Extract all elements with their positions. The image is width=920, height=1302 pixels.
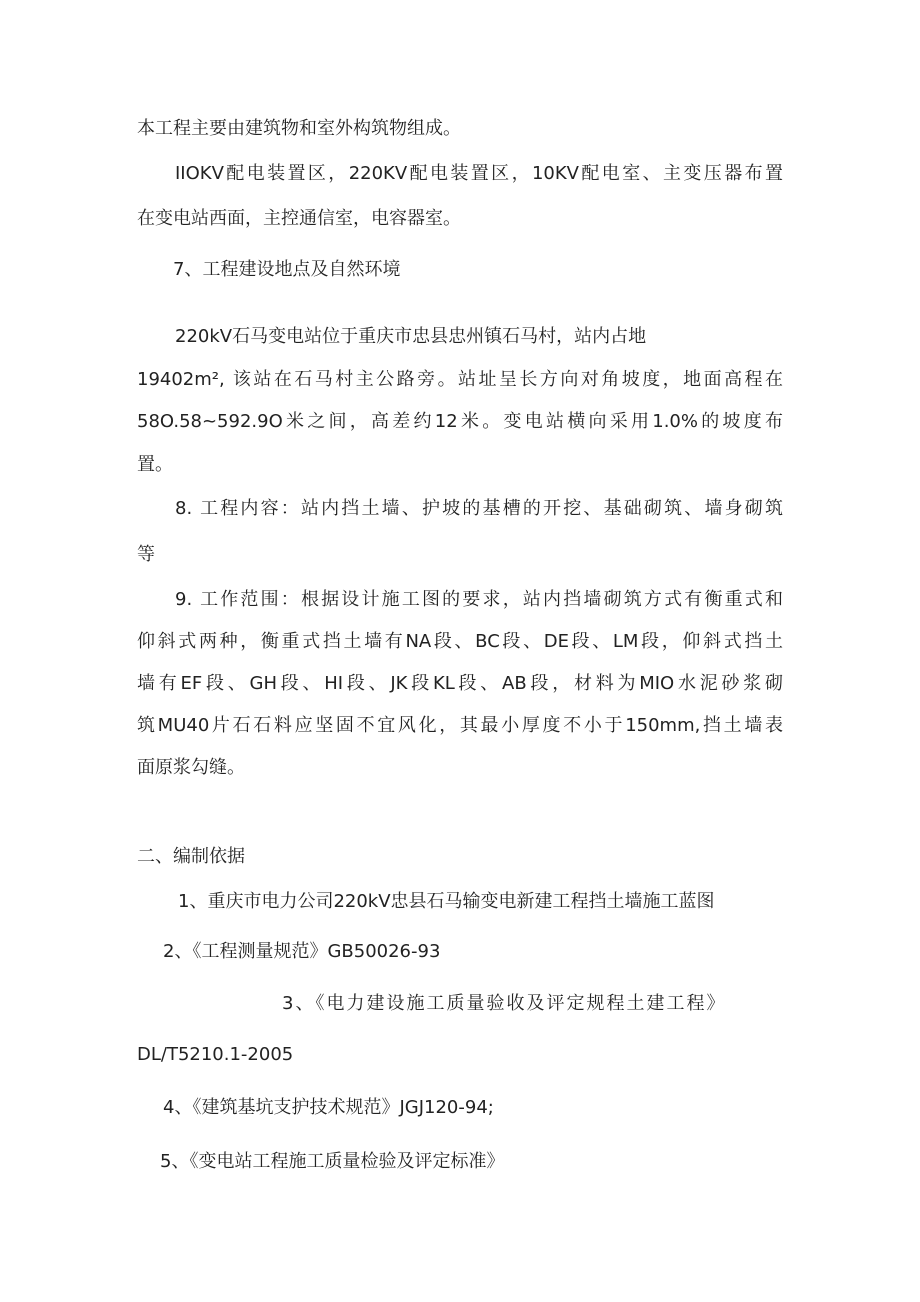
- item-9-line-2: 仰斜式两种，衡重式挡土墙有NA段、BC段、DE段、LM段，仰斜式挡土: [137, 631, 783, 652]
- paragraph-location-line-2: 19402m², 该站在石马村主公路旁。站址呈长方向对角坡度，地面高程在: [137, 369, 783, 390]
- item-8-line-2: 等: [137, 544, 155, 565]
- basis-item-4: 4、《建筑基坑支护技术规范》JGJ120-94;: [163, 1097, 494, 1118]
- item-8-line-1: 8. 工程内容：站内挡土墙、护坡的基槽的开挖、基础砌筑、墙身砌筑: [175, 498, 783, 519]
- basis-item-2: 2、《工程测量规范》GB50026-93: [163, 941, 441, 962]
- item-7-heading: 7、工程建设地点及自然环境: [173, 259, 401, 280]
- item-9-line-3: 墙有EF段、GH段、HI段、JK段KL段、AB段，材料为MIO水泥砂浆砌: [137, 673, 783, 694]
- paragraph-layout-line-1: IIOKV配电装置区，220KV配电装置区，10KV配电室、主变压器布置: [175, 163, 783, 184]
- item-9-line-5: 面原浆勾缝。: [137, 757, 245, 778]
- item-9-line-4: 筑MU40片石石料应坚固不宜风化，其最小厚度不小于150mm,挡土墙表: [137, 715, 783, 736]
- paragraph-location-line-1: 220kV石马变电站位于重庆市忠县忠州镇石马村，站内占地: [175, 326, 647, 347]
- basis-item-3-line-2: DL/T5210.1-2005: [137, 1044, 294, 1065]
- paragraph-layout-line-2: 在变电站西面，主控通信室，电容器室。: [137, 208, 461, 229]
- basis-item-3-line-1: 3、《电力建设施工质量验收及评定规程土建工程》: [282, 993, 727, 1014]
- basis-item-5: 5、《变电站工程施工质量检验及评定标准》: [160, 1151, 505, 1172]
- paragraph-location-line-3: 58O.58~592.9O米之间，高差约12米。变电站横向采用1.0%的坡度布: [137, 411, 783, 432]
- paragraph-intro: 本工程主要由建筑物和室外构筑物组成。: [137, 118, 461, 139]
- section-2-heading: 二、编制依据: [137, 846, 245, 867]
- item-9-line-1: 9. 工作范围：根据设计施工图的要求，站内挡墙砌筑方式有衡重式和: [175, 589, 783, 610]
- paragraph-location-line-4: 置。: [137, 454, 173, 475]
- basis-item-1: 1、重庆市电力公司220kV忠县石马输变电新建工程挡土墙施工蓝图: [178, 891, 715, 912]
